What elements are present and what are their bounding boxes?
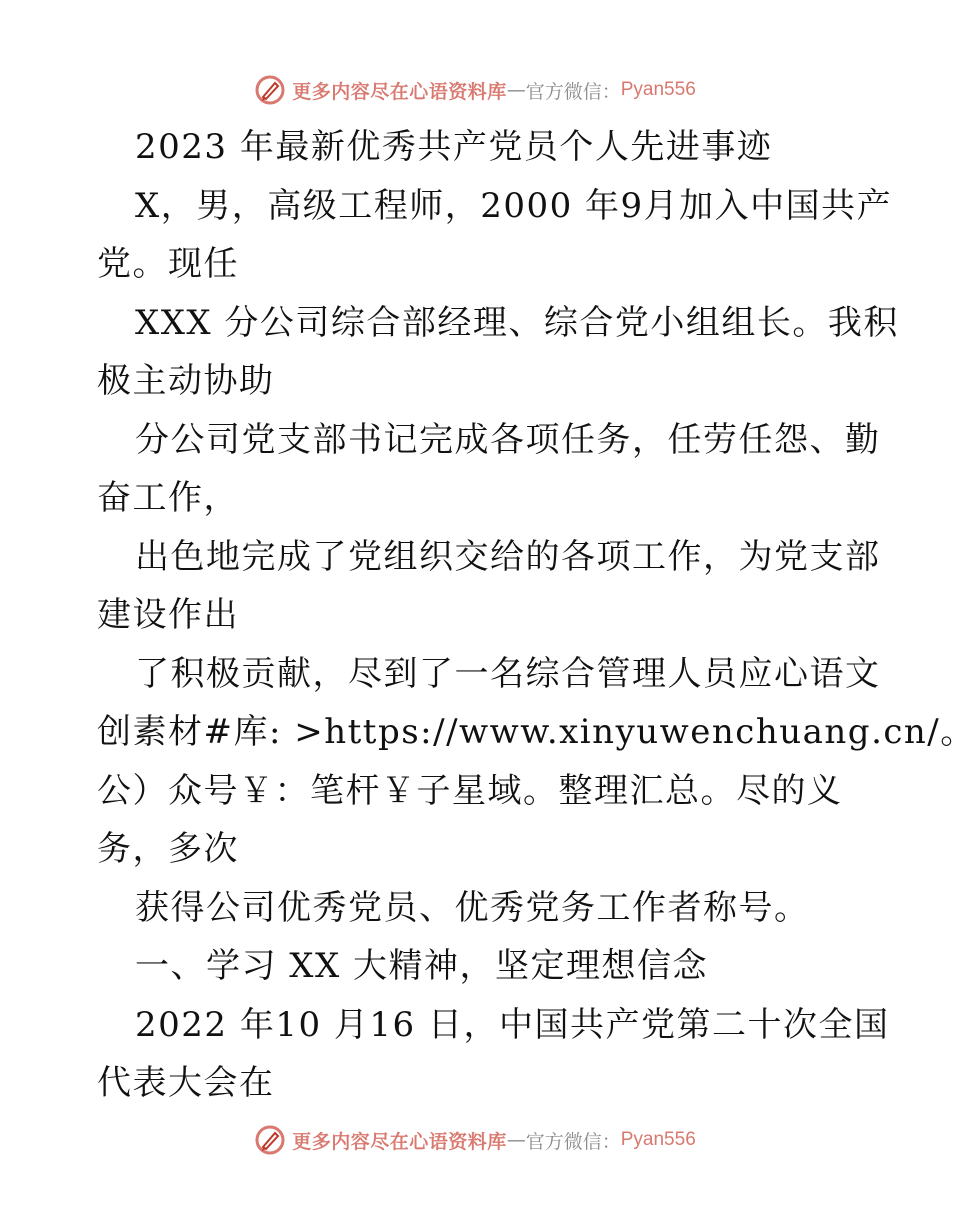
pen-logo-icon (254, 74, 286, 106)
url-line: 创素材#库: >https://www.xinyuwenchuang.cn/。 (97, 712, 976, 752)
paragraph-line: 了积极贡献，尽到了一名综合管理人员应心语文 (135, 653, 881, 694)
footer-banner (0, 1120, 950, 1160)
paragraph-line: 奋工作， (97, 478, 239, 518)
paragraph-line: X，男，高级工程师，2000 年9月加入中国共产 (135, 185, 893, 226)
banner-wechat-id: Pyan556 (620, 79, 696, 100)
banner-wechat-id: Pyan556 (620, 1129, 696, 1150)
paragraph-line: 获得公司优秀党员、优秀党务工作者称号。 (135, 887, 810, 928)
paragraph-line: 分公司党支部书记完成各项任务，任劳任怨、勤 (135, 419, 881, 460)
section-heading: 一、学习 XX 大精神，坚定理想信念 (135, 946, 709, 986)
banner-wechat-label: 官方微信： (525, 1130, 621, 1153)
paragraph-line: 党。现任 (97, 244, 239, 284)
banner-title: 更多内容尽在心语资料库 (292, 1130, 507, 1153)
document-body (97, 118, 976, 1113)
banner-separator: — (506, 79, 526, 101)
paragraph-line: 极主动协助 (97, 361, 275, 401)
banner-separator: — (506, 1129, 526, 1151)
paragraph-line: 建设作出 (97, 595, 239, 635)
document-title: 2023 年最新优秀共产党员个人先进事迹 (135, 127, 773, 167)
paragraph-line: XXX 分公司综合部经理、综合党小组组长。我积 (135, 302, 899, 343)
banner-wechat-label: 官方微信： (525, 80, 621, 103)
paragraph-line: 务，多次 (97, 829, 239, 869)
pen-logo-icon (254, 1124, 286, 1156)
paragraph-line: 公）众号￥：笔杆￥子星域。整理汇总。尽的义 (97, 770, 843, 811)
paragraph-line: 出色地完成了党组织交给的各项工作，为党支部 (135, 536, 881, 577)
header-banner (0, 70, 950, 110)
banner-title: 更多内容尽在心语资料库 (292, 80, 507, 103)
paragraph-line: 代表大会在 (97, 1063, 275, 1103)
paragraph-line: 2022 年10 月16 日，中国共产党第二十次全国 (135, 1004, 890, 1045)
